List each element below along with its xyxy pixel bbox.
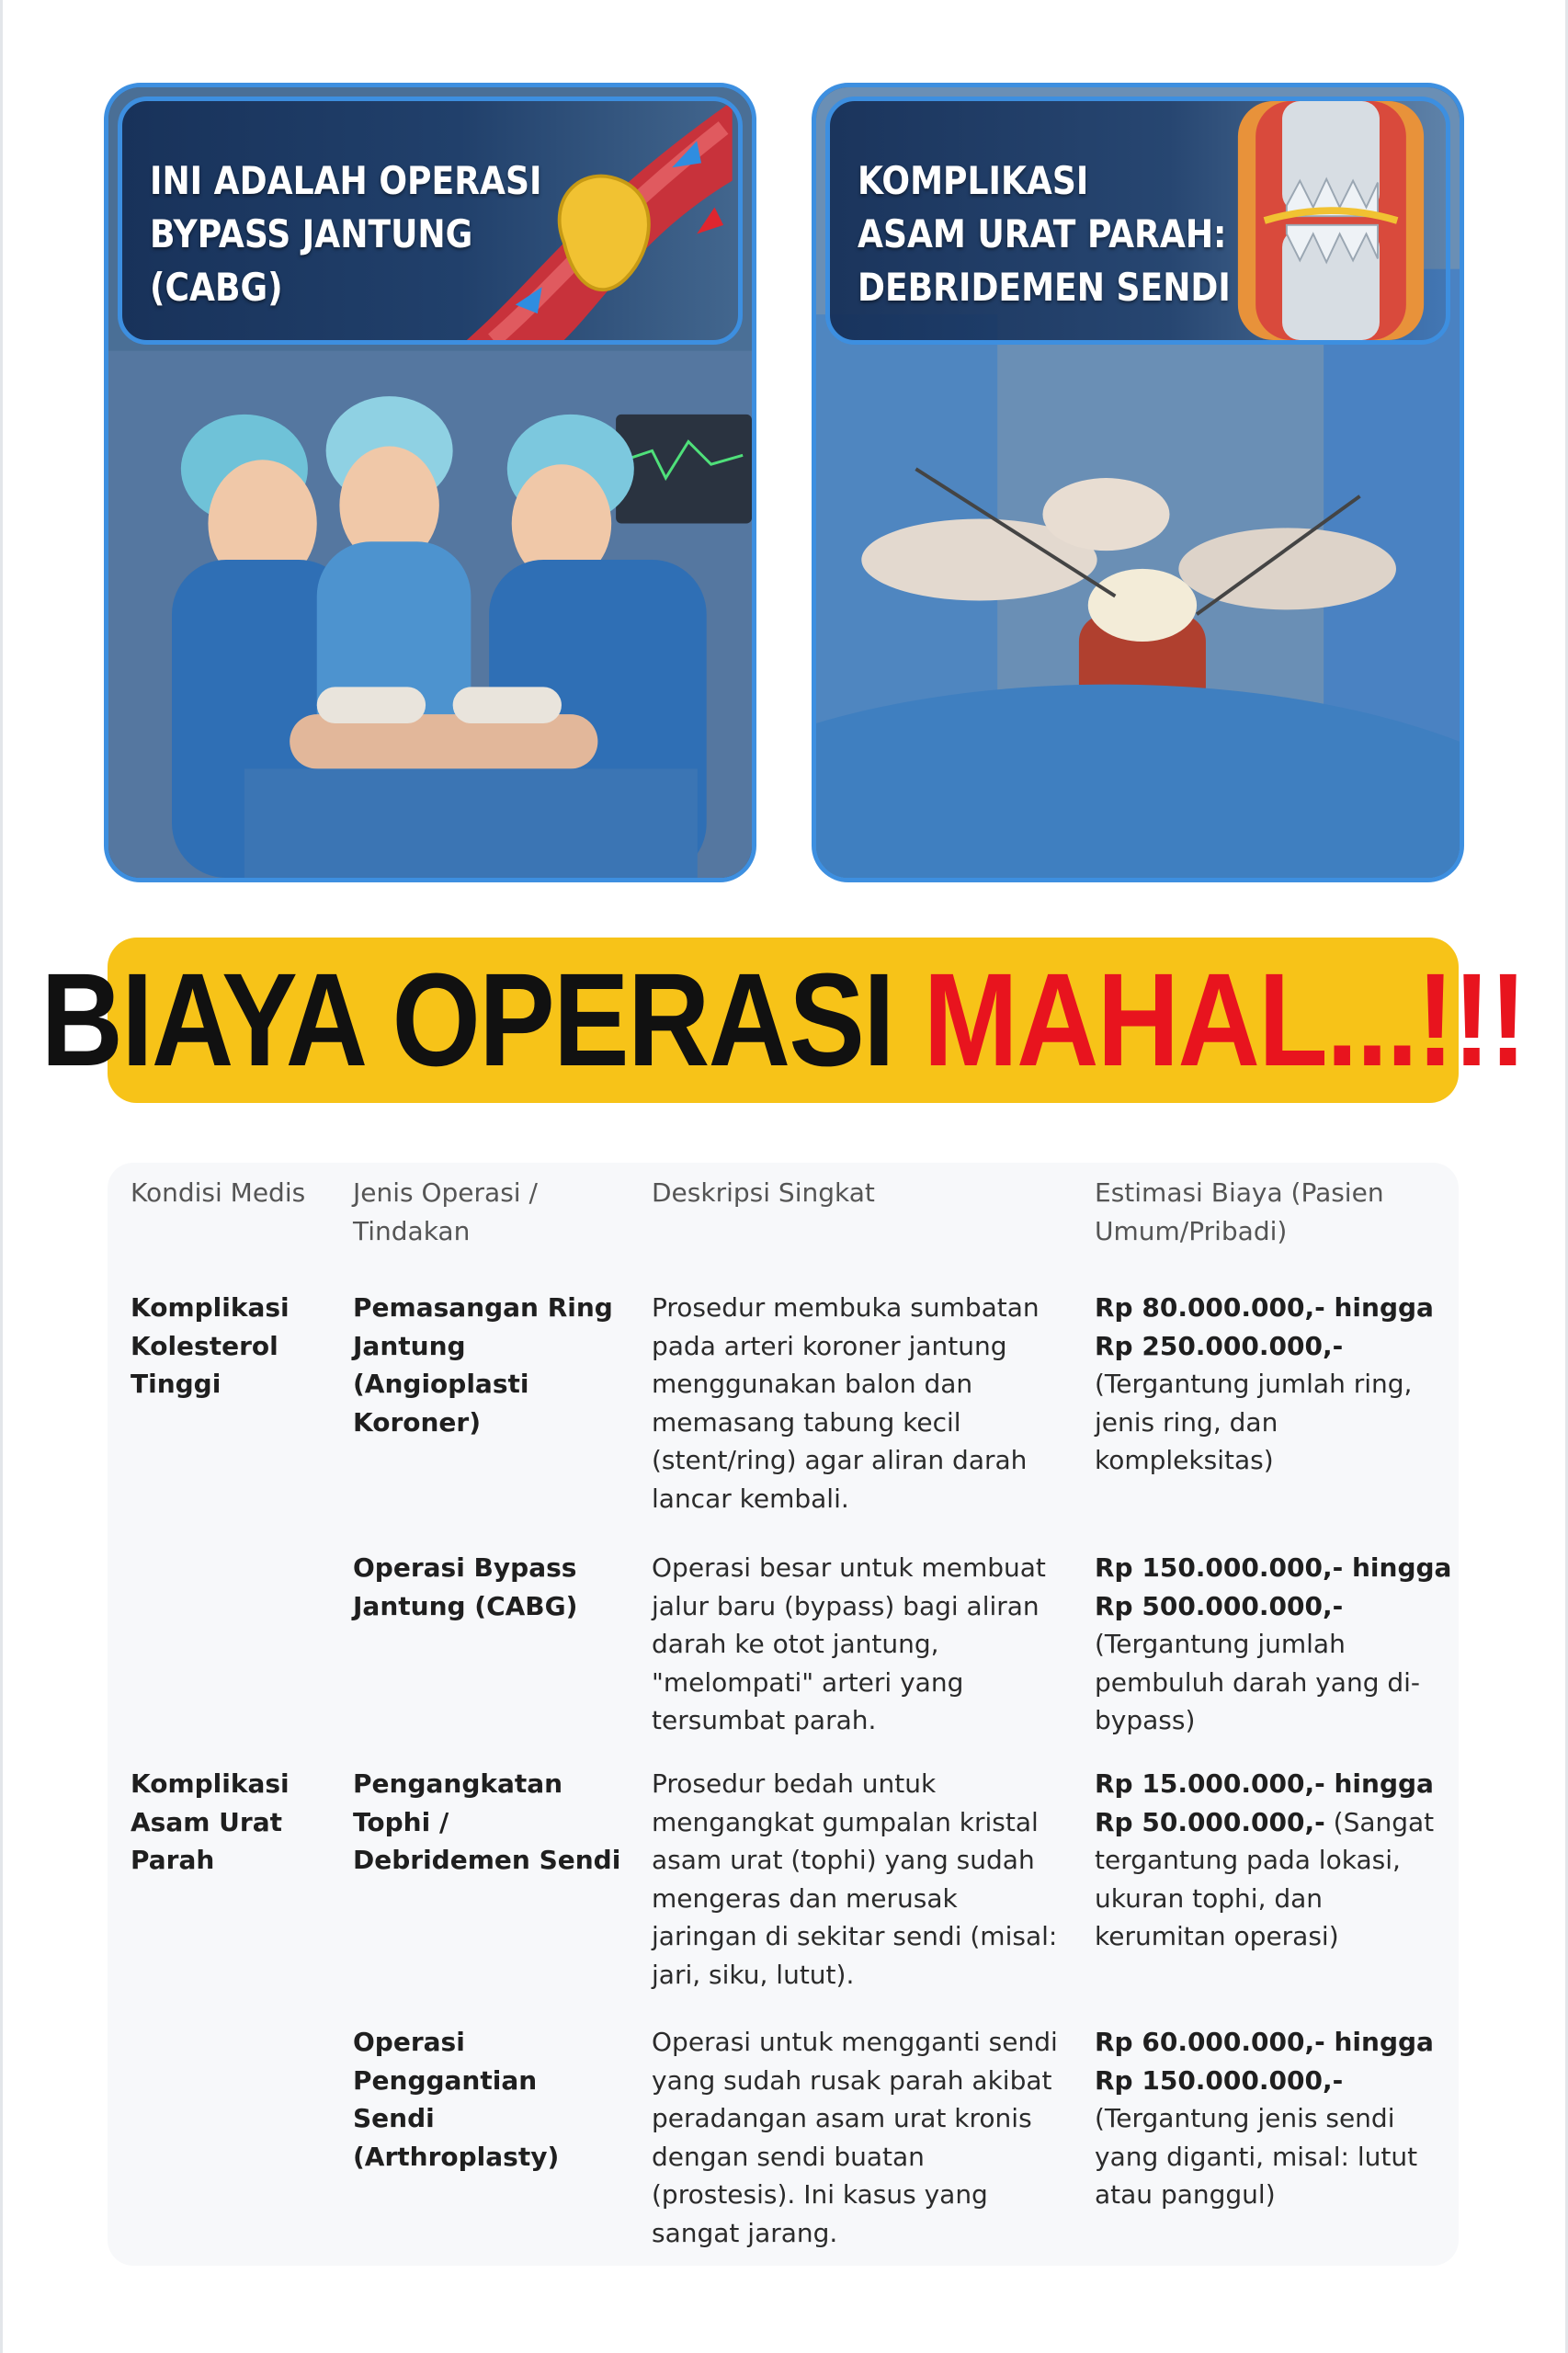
cell-text-line: Penggantian: [353, 2064, 538, 2096]
cell-text-line: Rp 150.000.000,- hingga: [1095, 1552, 1452, 1583]
cabg-surgery-image: [104, 83, 756, 882]
cell-text-line: jenis ring, dan: [1095, 1406, 1278, 1438]
cell-text-line: kompleksitas): [1095, 1445, 1274, 1475]
cell-text-line: dengan sendi buatan: [652, 2141, 925, 2172]
cell-kondisi-medis: [131, 1765, 342, 1880]
cost-range: Rp 50.000.000,-: [1095, 1806, 1325, 1837]
cell-text-line: Asam Urat: [131, 1806, 282, 1837]
cell-text-line: Prosedur membuka sumbatan: [652, 1292, 1040, 1323]
cell-text-line: Rp 80.000.000,- hingga: [1095, 1292, 1434, 1323]
cell-text-line: darah ke otot jantung,: [652, 1629, 939, 1659]
cell-text-line: Rp 150.000.000,-: [1095, 2064, 1344, 2096]
cell-text-line: Pemasangan Ring: [353, 1292, 613, 1323]
cell-text-line: Jantung (CABG): [353, 1590, 578, 1621]
cell-text-line: asam urat (tophi) yang sudah: [652, 1845, 1035, 1875]
cell-text-line: yang diganti, misal: lutut: [1095, 2141, 1418, 2172]
caption-box: [825, 97, 1450, 345]
cell-text-line: Tindakan: [353, 1215, 471, 1246]
cell-jenis-operasi: [353, 1549, 638, 1625]
cell-text-line: Koroner): [353, 1406, 482, 1438]
cell-estimasi-biaya: [1095, 1289, 1444, 1480]
cell-text-line: kerumitan operasi): [1095, 1921, 1339, 1951]
cell-text-line: pada arteri koroner jantung: [652, 1330, 1007, 1361]
caption-line: DEBRIDEMEN SENDI: [858, 265, 1231, 310]
cell-text-line: (Angioplasti: [353, 1369, 529, 1399]
caption-text: [150, 154, 541, 314]
cell-text-line: [1095, 1803, 1444, 1842]
header-deskripsi-singkat: [652, 1174, 1084, 1212]
cell-text-line: Operasi besar untuk membuat: [652, 1552, 1046, 1583]
cell-text-line: ukuran tophi, dan: [1095, 1882, 1324, 1914]
cell-text-line: (Tergantung jumlah ring,: [1095, 1369, 1413, 1399]
cell-text-line: Pengangkatan: [353, 1768, 563, 1799]
cell-jenis-operasi: [353, 2023, 638, 2176]
header-jenis-operasi: [353, 1174, 638, 1250]
cell-text-line: Komplikasi: [131, 1292, 290, 1323]
cell-text-line: lancar kembali.: [652, 1483, 849, 1514]
cell-text-line: Sendi: [353, 2103, 435, 2133]
cell-deskripsi-singkat: [652, 1289, 1084, 1518]
caption-line: ASAM URAT PARAH:: [858, 211, 1227, 256]
cell-kondisi-medis: [131, 1289, 342, 1404]
cell-text-line: jari, siku, lutut).: [652, 1959, 855, 1990]
cell-text-line: Operasi Bypass: [353, 1552, 577, 1583]
cell-text-line: Debridemen Sendi: [353, 1845, 621, 1875]
cell-text-line: tergantung pada lokasi,: [1095, 1845, 1401, 1875]
caption-line: BYPASS JANTUNG: [150, 211, 473, 256]
header-kondisi-medis: [131, 1174, 342, 1212]
cell-text-line: (prostesis). Ini kasus yang: [652, 2179, 988, 2210]
cell-estimasi-biaya: [1095, 2023, 1444, 2214]
cell-deskripsi-singkat: [652, 1549, 1084, 1740]
cell-text-line: peradangan asam urat kronis: [652, 2103, 1032, 2133]
headline-banner: [40, 938, 1526, 1103]
cell-text-line: Jenis Operasi /: [353, 1177, 538, 1208]
caption-line: KOMPLIKASI: [858, 158, 1089, 203]
cell-text-line: pembuluh darah yang di-: [1095, 1666, 1421, 1698]
surgery-cost-table: [108, 1163, 1459, 2266]
headline-accent: MAHAL...!!!: [923, 946, 1526, 1094]
cell-text-line: Rp 15.000.000,- hingga: [1095, 1768, 1434, 1799]
cell-text-line: Komplikasi: [131, 1768, 290, 1799]
cell-estimasi-biaya: [1095, 1549, 1452, 1740]
cell-text-line: mengeras dan merusak: [652, 1882, 958, 1914]
cell-text-line: sangat jarang.: [652, 2217, 838, 2248]
cell-text-line: memasang tabung kecil: [652, 1406, 961, 1438]
cell-text-line: Tophi /: [353, 1806, 449, 1837]
cell-text-line: Operasi untuk mengganti sendi: [652, 2027, 1058, 2057]
cell-text-line: Deskripsi Singkat: [652, 1177, 875, 1208]
cell-text-line: yang sudah rusak parah akibat: [652, 2064, 1052, 2096]
cell-estimasi-biaya: [1095, 1765, 1444, 1956]
cell-jenis-operasi: [353, 1289, 638, 1441]
cell-deskripsi-singkat: [652, 2023, 1084, 2252]
headline-text: [40, 946, 1526, 1094]
caption-line: INI ADALAH OPERASI: [150, 158, 542, 203]
cell-text-line: "melompati" arteri yang: [652, 1666, 964, 1698]
cell-text-line: Jantung: [353, 1330, 466, 1361]
cell-text-line: Kolesterol: [131, 1330, 278, 1361]
cell-text-line: Estimasi Biaya (Pasien: [1095, 1177, 1384, 1208]
cell-text-line: Prosedur bedah untuk: [652, 1768, 937, 1799]
cell-jenis-operasi: [353, 1765, 638, 1880]
cell-text-line: Kondisi Medis: [131, 1177, 306, 1208]
cell-text-line: (Tergantung jenis sendi: [1095, 2103, 1395, 2133]
caption-text: [858, 154, 1231, 314]
cell-text-line: Operasi: [353, 2027, 465, 2057]
cell-text-line: (Arthroplasty): [353, 2141, 560, 2172]
cell-text-line: Tinggi: [131, 1369, 222, 1399]
joint-debridement-image: [812, 83, 1464, 882]
header-estimasi-biaya: [1095, 1174, 1444, 1250]
cell-text-line: Rp 500.000.000,-: [1095, 1590, 1344, 1621]
caption-line: (CABG): [150, 265, 283, 310]
caption-box: [118, 97, 743, 345]
headline-main: BIAYA OPERASI: [40, 946, 924, 1094]
cell-text-line: bypass): [1095, 1705, 1196, 1735]
cell-text-line: Umum/Pribadi): [1095, 1215, 1288, 1246]
cell-text-line: mengangkat gumpalan kristal: [652, 1806, 1039, 1837]
cell-text-line: Rp 60.000.000,- hingga: [1095, 2027, 1434, 2057]
cell-text-line: (stent/ring) agar aliran darah: [652, 1445, 1028, 1475]
cell-text-line: menggunakan balon dan: [652, 1369, 973, 1399]
cell-text-line: (Tergantung jumlah: [1095, 1629, 1346, 1659]
joint-illustration: [1216, 101, 1446, 340]
cell-text-line: Rp 250.000.000,-: [1095, 1330, 1344, 1361]
cell-deskripsi-singkat: [652, 1765, 1084, 1994]
cell-text-line: jaringan di sekitar sendi (misal:: [652, 1921, 1058, 1951]
cost-note: (Sangat: [1324, 1806, 1435, 1837]
cell-text-line: jalur baru (bypass) bagi aliran: [652, 1590, 1040, 1621]
cell-text-line: Parah: [131, 1845, 215, 1875]
cell-text-line: atau panggul): [1095, 2179, 1276, 2210]
cell-text-line: tersumbat parah.: [652, 1705, 877, 1735]
